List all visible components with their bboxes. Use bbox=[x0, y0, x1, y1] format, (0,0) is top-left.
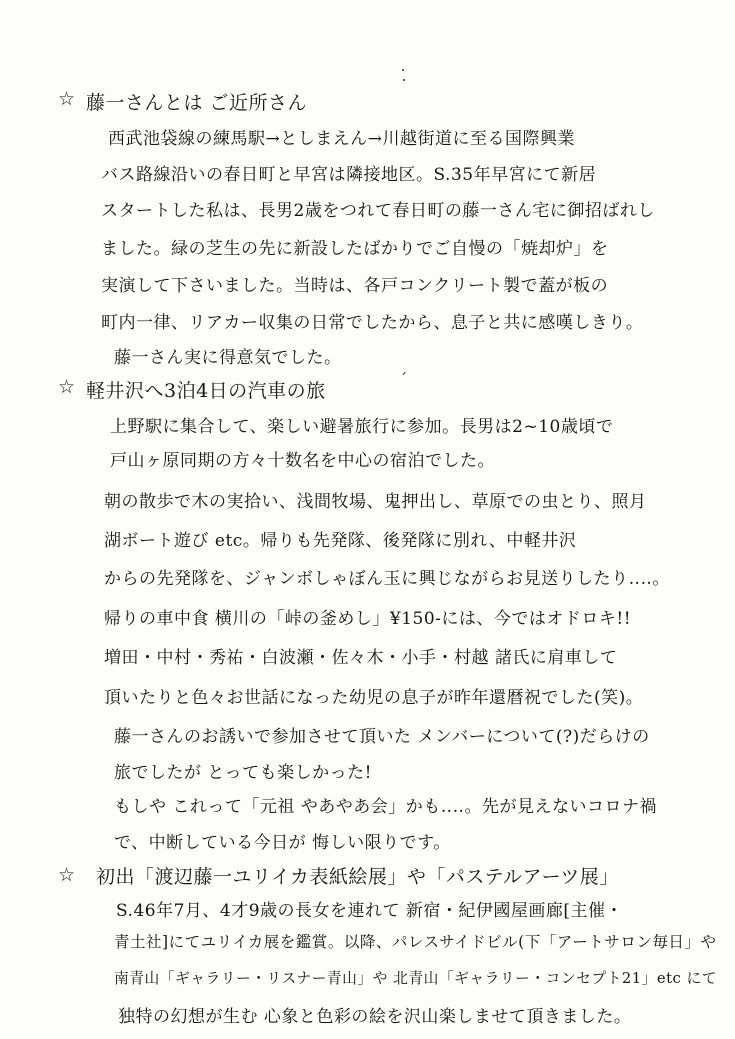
section-1-line-4: ました。緑の芝生の先に新設したばかりでご自慢の「焼却炉」を bbox=[101, 239, 609, 259]
section-3-line-2: 青土社]にてユリイカ展を鑑賞。以降、パレスサイドビル(下「アートサロン毎日」や bbox=[114, 933, 717, 951]
star-bullet-icon: ☆ bbox=[58, 376, 76, 398]
section-2-line-6: 帰りの車中食 横川の「峠の釜めし」¥150-には、今ではオドロキ!! bbox=[104, 609, 632, 629]
section-1-heading: 藤一さんとは ご近所さん bbox=[86, 92, 308, 114]
section-2-line-7: 増田・中村・秀祐・白波瀬・佐々木・小手・村越 諸氏に肩車して bbox=[104, 648, 618, 668]
section-2-line-1: 上野駅に集合して、楽しい避暑旅行に参加。長男は2~10歳頃で bbox=[110, 417, 614, 437]
section-3-line-3: 南青山「ギャラリー・リスナー青山」や 北青山「ギャラリー・コンセプト21」etc にて bbox=[114, 970, 717, 987]
section-1-line-5: 実演して下さいました。当時は、各戸コンクリート製で蓋が板の bbox=[101, 276, 609, 296]
section-2-line-11: もしや これって「元祖 やあやあ会」かも‥‥。先が見えないコロナ禍 bbox=[114, 797, 657, 817]
section-2-line-8: 頂いたりと色々お世話になった幼児の息子が昨年還暦祝でした(笑)。 bbox=[104, 688, 644, 708]
section-1-line-1: 西武池袋線の練馬駅→としまえん→川越街道に至る国際興業 bbox=[108, 129, 575, 149]
section-2-line-9: 藤一さんのお誘いで参加させて頂いた メンバーについて(?)だらけの bbox=[114, 727, 650, 747]
section-3-line-4: 独特の幻想が生む 心象と色彩の絵を沢山楽しませて頂きました。 bbox=[118, 1007, 632, 1027]
pen-mark-icon: ˊ bbox=[400, 372, 407, 388]
section-2-line-5: からの先発隊を、ジャンボしゃぼん玉に興じながらお見送りしたり‥‥。 bbox=[104, 569, 670, 589]
paper-speck bbox=[402, 69, 404, 71]
star-bullet-icon: ☆ bbox=[58, 88, 76, 110]
star-bullet-icon: ☆ bbox=[58, 864, 76, 886]
section-2-line-10: 旅でしたが とっても楽しかった! bbox=[114, 763, 372, 783]
section-1-line-2: バス路線沿いの春日町と早宮は隣接地区。S.35年早宮にて新居 bbox=[101, 165, 597, 185]
section-1-line-3: スタートした私は、長男2歳をつれて春日町の藤一さん宅に御招ばれし bbox=[101, 201, 655, 221]
section-1-line-7: 藤一さん実に得意気でした。 bbox=[114, 348, 342, 368]
paper-speck bbox=[403, 79, 405, 81]
section-3-heading: 初出「渡辺藤一ユリイカ表紙絵展」や「パステルアーツ展」 bbox=[96, 866, 619, 888]
section-2-line-3: 朝の散歩で木の実拾い、浅間牧場、鬼押出し、草原での虫とり、照月 bbox=[104, 492, 647, 512]
section-2-line-2: 戸山ヶ原同期の方々十数名を中心の宿泊でした。 bbox=[110, 451, 495, 471]
section-3-line-1: S.46年7月、4才9歳の長女を連れて 新宿・紀伊國屋画廊[主催・ bbox=[116, 901, 624, 921]
section-2-heading: 軽井沢へ3泊4日の汽車の旅 bbox=[86, 380, 326, 402]
section-2-line-12: で、中断している今日が 悔しい限りです。 bbox=[114, 833, 451, 853]
section-1-line-6: 町内一律、リアカー収集の日常でしたから、息子と共に感嘆しきり。 bbox=[101, 313, 644, 333]
section-2-line-4: 湖ボート遊び etc。帰りも先発隊、後発隊に別れ、中軽井沢 bbox=[104, 531, 577, 551]
